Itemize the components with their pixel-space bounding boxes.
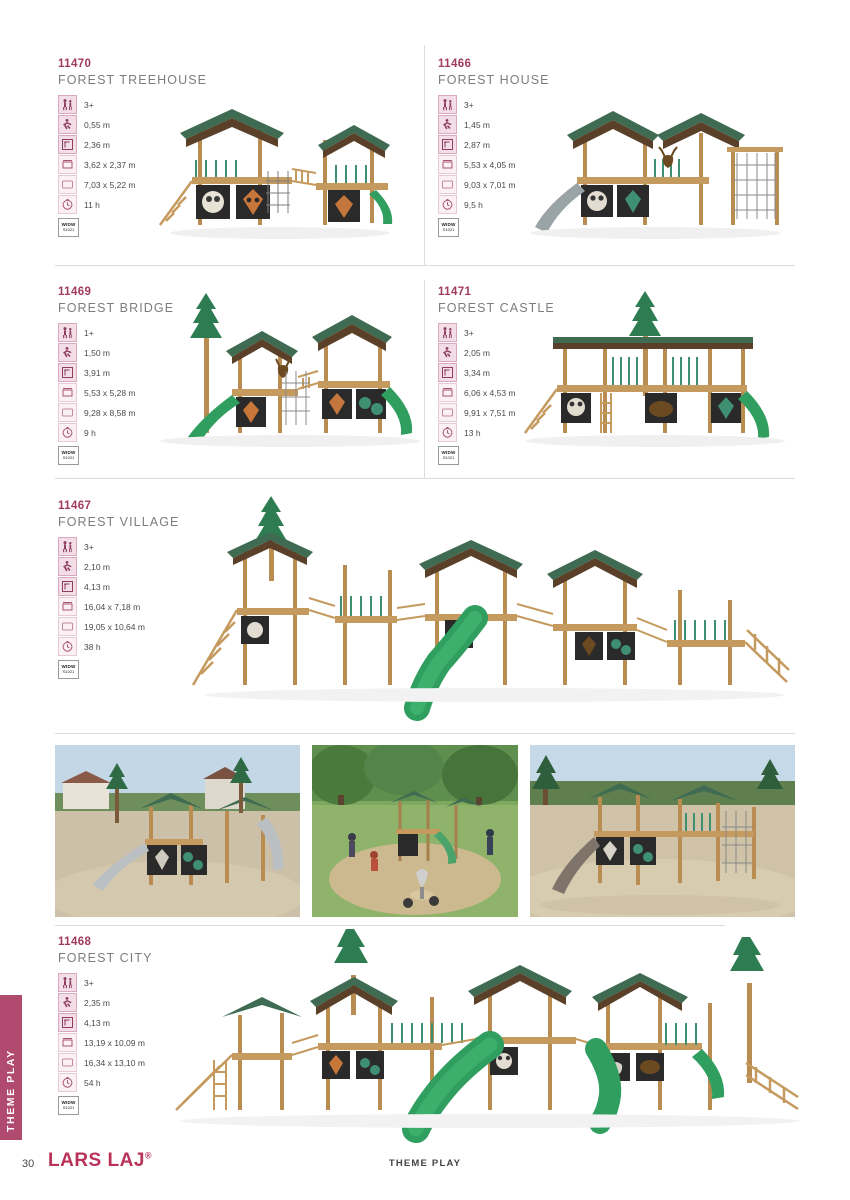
platform-height-icon (438, 135, 457, 154)
spec-value: 9,03 x 7,01 m (464, 179, 516, 190)
product-code: 11469 (58, 286, 92, 298)
spec-value: 2,05 m (464, 347, 490, 358)
certificate-line1: WIDW (61, 450, 76, 456)
platform-height-icon (438, 363, 457, 382)
install-time-icon (58, 195, 77, 214)
certificate-badge (58, 660, 79, 679)
product-code: 11466 (438, 58, 472, 70)
install-time-icon (438, 195, 457, 214)
spec-value: 1,50 m (84, 347, 110, 358)
equipment-size-icon (438, 155, 457, 174)
product-code: 11470 (58, 58, 92, 70)
section-tab-theme-play (0, 995, 22, 1140)
spec-value: 16,34 x 13,10 m (84, 1057, 145, 1068)
spec-value: 11 h (84, 199, 100, 210)
product-name: FOREST VILLAGE (58, 515, 180, 529)
equipment-size-icon (58, 383, 77, 402)
divider (424, 280, 425, 478)
certificate-line2: S1021 (442, 226, 455, 232)
playground-photo-1 (55, 745, 300, 917)
install-time-icon (58, 1073, 77, 1092)
spec-row-safety-zone (58, 617, 178, 636)
spec-value: 54 h (84, 1077, 101, 1088)
equipment-size-icon (58, 597, 77, 616)
page-number: 30 (22, 1158, 35, 1170)
equipment-size-icon (438, 383, 457, 402)
spec-value: 5,53 x 5,28 m (84, 387, 136, 398)
certificate-line2: S1021 (62, 668, 75, 674)
fall-height-icon (58, 343, 77, 362)
equipment-size-icon (58, 1033, 77, 1052)
product-illustration-11470 (140, 85, 415, 250)
install-time-icon (58, 637, 77, 656)
certificate-line1: WIDW (441, 450, 456, 456)
safety-zone-icon (58, 403, 77, 422)
spec-value: 38 h (84, 641, 101, 652)
spec-value: 9 h (84, 427, 96, 438)
safety-zone-icon (58, 617, 77, 636)
safety-zone-icon (58, 1053, 77, 1072)
spec-value: 3,91 m (84, 367, 110, 378)
certificate-badge (438, 218, 459, 237)
spec-value: 5,53 x 4,05 m (464, 159, 516, 170)
spec-row-age (58, 537, 178, 556)
fall-height-icon (438, 343, 457, 362)
product-code: 11471 (438, 286, 472, 298)
product-name: FOREST BRIDGE (58, 301, 175, 315)
spec-value: 4,13 m (84, 581, 110, 592)
spec-value: 3,34 m (464, 367, 490, 378)
product-code: 11468 (58, 936, 92, 948)
fall-height-icon (58, 115, 77, 134)
divider (55, 733, 795, 734)
certificate-line2: S1021 (62, 226, 75, 232)
certificate-badge (438, 446, 459, 465)
age-icon (58, 537, 77, 556)
fall-height-icon (58, 993, 77, 1012)
safety-zone-icon (58, 175, 77, 194)
footer-section-label: THEME PLAY (388, 1158, 462, 1169)
certificate-line1: WIDW (441, 222, 456, 228)
product-name: FOREST HOUSE (438, 73, 550, 87)
product-illustration-11467 (175, 490, 795, 730)
age-icon (58, 95, 77, 114)
platform-height-icon (58, 1013, 77, 1032)
age-icon (438, 95, 457, 114)
safety-zone-icon (438, 175, 457, 194)
platform-height-icon (58, 577, 77, 596)
spec-value: 2,36 m (84, 139, 110, 150)
spec-value: 3,62 x 2,37 m (84, 159, 136, 170)
spec-value: 9,5 h (464, 199, 483, 210)
spec-value: 9,28 x 8,58 m (84, 407, 136, 418)
certificate-badge (58, 446, 79, 465)
certificate-badge (58, 1096, 79, 1115)
product-name: FOREST TREEHOUSE (58, 73, 208, 87)
playground-photo-2 (312, 745, 518, 917)
spec-value: 3+ (84, 977, 94, 988)
spec-value: 2,10 m (84, 561, 110, 572)
spec-value: 7,03 x 5,22 m (84, 179, 136, 190)
product-illustration-11466 (505, 85, 790, 250)
brand-logo-text: LARS LAJ (48, 1150, 145, 1171)
spec-value: 19,05 x 10,64 m (84, 621, 145, 632)
age-icon (58, 323, 77, 342)
platform-height-icon (58, 363, 77, 382)
spec-value: 9,91 x 7,51 m (464, 407, 516, 418)
platform-height-icon (58, 135, 77, 154)
spec-value: 0,55 m (84, 119, 110, 130)
certificate-badge (58, 218, 79, 237)
spec-value: 13 h (464, 427, 481, 438)
certificate-line1: WIDW (61, 664, 76, 670)
spec-value: 3+ (464, 327, 474, 338)
product-illustration-11469 (140, 285, 420, 457)
spec-value: 3+ (84, 541, 94, 552)
age-icon (438, 323, 457, 342)
divider (424, 45, 425, 265)
playground-photo-3 (530, 745, 795, 917)
certificate-line1: WIDW (61, 1100, 76, 1106)
spec-row-fall-height (58, 557, 178, 576)
divider (55, 478, 795, 479)
spec-row-install-time (58, 637, 178, 656)
certificate-line2: S1021 (62, 1104, 75, 1110)
product-name: FOREST CITY (58, 951, 153, 965)
install-time-icon (438, 423, 457, 442)
product-illustration-11471 (505, 285, 795, 457)
spec-row-platform-height (58, 577, 178, 596)
certificate-line2: S1021 (62, 454, 75, 460)
equipment-size-icon (58, 155, 77, 174)
product-name: FOREST CASTLE (438, 301, 555, 315)
spec-value: 3+ (84, 99, 94, 110)
spec-value: 13,19 x 10,09 m (84, 1037, 145, 1048)
spec-value: 3+ (464, 99, 474, 110)
divider (55, 265, 795, 266)
spec-value: 16,04 x 7,18 m (84, 601, 141, 612)
spec-row-equipment-size (58, 597, 178, 616)
fall-height-icon (438, 115, 457, 134)
fall-height-icon (58, 557, 77, 576)
spec-value: 2,87 m (464, 139, 490, 150)
product-code: 11467 (58, 500, 92, 512)
spec-value: 1,45 m (464, 119, 490, 130)
product-illustration-11468 (150, 925, 810, 1145)
spec-value: 6,06 x 4,53 m (464, 387, 516, 398)
age-icon (58, 973, 77, 992)
section-tab-label: THEME PLAY (5, 1049, 17, 1132)
spec-value: 1+ (84, 327, 94, 338)
safety-zone-icon (438, 403, 457, 422)
spec-value: 4,13 m (84, 1017, 110, 1028)
certificate-line2: S1021 (442, 454, 455, 460)
certificate-line1: WIDW (61, 222, 76, 228)
spec-value: 2,35 m (84, 997, 110, 1008)
brand-logo-mark: ® (144, 1150, 153, 1161)
spec-table (58, 537, 178, 679)
install-time-icon (58, 423, 77, 442)
